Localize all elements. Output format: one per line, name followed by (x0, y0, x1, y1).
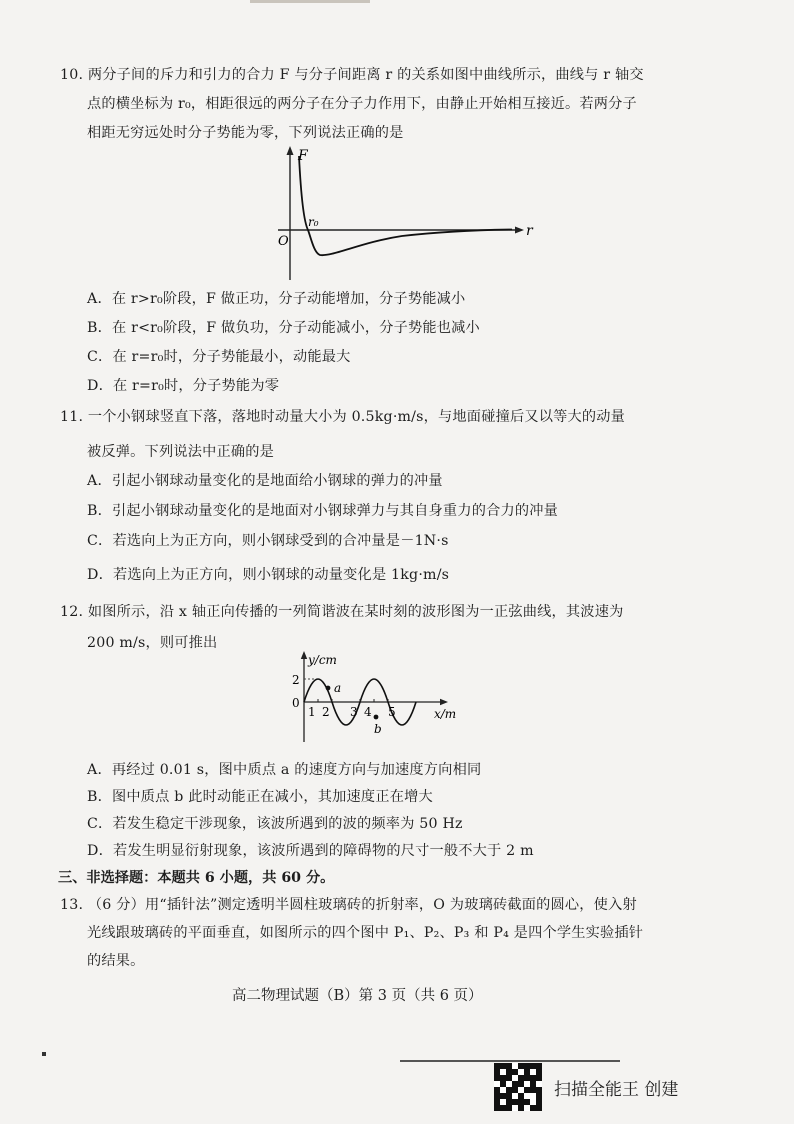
question-number: 10. (60, 67, 84, 83)
r-axis-label: r (526, 223, 533, 239)
page-footer: 高二物理试题（B）第 3 页（共 6 页） (232, 988, 483, 1004)
q13-line-1 (60, 894, 637, 914)
scan-artifact (42, 1052, 46, 1056)
section-heading: 三、非选择题：本题共 6 小题，共 60 分。 (58, 870, 335, 886)
point-a (326, 686, 331, 691)
q10-stem-3: 相距无穷远处时分子势能为零，下列说法正确的是 (87, 125, 404, 141)
q13-stem-3: 的结果。 (87, 953, 145, 969)
q12-stem-1: 如图所示，沿 x 轴正向传播的一列简谐波在某时刻的波形图为一正弦曲线，其波速为 (87, 604, 624, 620)
x-tick-label: 4 (364, 705, 372, 719)
scan-artifact (250, 0, 370, 3)
q10-option-b: B．在 r<r₀阶段，F 做负功，分子动能减小，分子势能也减小 (87, 320, 480, 336)
q12-option-a: A．再经过 0.01 s，图中质点 a 的速度方向与加速度方向相同 (87, 762, 482, 778)
force-curve (299, 156, 512, 255)
q11-option-b: B．引起小钢球动量变化的是地面对小钢球弹力与其自身重力的合力的冲量 (87, 503, 559, 519)
r-axis-arrow (515, 227, 524, 234)
q11-stem-2: 被反弹。下列说法中正确的是 (87, 444, 275, 460)
x-tick-label: 3 (350, 705, 358, 719)
f-axis-label: F (298, 148, 308, 164)
x-tick-label: 5 (388, 705, 396, 719)
qr-code-icon (494, 1063, 542, 1111)
q11-option-d: D．若选向上为正方向，则小钢球的动量变化是 1kg·m/s (87, 567, 450, 583)
question-number: 11. (60, 409, 84, 425)
q11-line-1 (60, 406, 625, 426)
question-number: 12. (60, 604, 84, 620)
x-tick-label: 1 (308, 705, 316, 719)
force-distance-graph (272, 142, 532, 284)
q10-line-1 (60, 64, 644, 84)
r0-label: r₀ (308, 215, 319, 229)
point-b-label: b (374, 722, 382, 736)
origin-label: 0 (292, 696, 300, 710)
x-tick-label: 2 (322, 705, 330, 719)
f-axis-arrow (287, 146, 294, 155)
scanner-label: 扫描全能王 创建 (554, 1079, 679, 1100)
scanner-watermark (494, 1062, 678, 1112)
q10-stem-1: 两分子间的斥力和引力的合力 F 与分子间距离 r 的关系如图中曲线所示，曲线与 r 轴交 (87, 67, 644, 83)
q12-option-d: D．若发生明显衍射现象，该波所遇到的障碍物的尺寸一般不大于 2 m (87, 843, 534, 859)
q11-option-a: A．引起小钢球动量变化的是地面给小钢球的弹力的冲量 (87, 473, 443, 489)
q10-stem-2: 点的横坐标为 r₀，相距很远的两分子在分子力作用下，由静止开始相互接近。若两分子 (87, 96, 637, 112)
q12-line-1 (60, 601, 623, 621)
y-tick-label: 2 (292, 673, 300, 687)
y-axis-label: y/cm (308, 653, 337, 667)
x-axis-label: x/m (434, 707, 457, 721)
origin-label: O (278, 234, 289, 249)
q10-option-d: D．在 r=r₀时，分子势能为零 (87, 378, 280, 394)
wave-graph (284, 648, 474, 746)
q10-option-c: C．在 r=r₀时，分子势能最小，动能最大 (87, 349, 351, 365)
question-number: 13. (60, 897, 84, 913)
point-a-label: a (334, 681, 342, 695)
q12-option-b: B．图中质点 b 此时动能正在减小，其加速度正在增大 (87, 789, 433, 805)
q11-stem-1: 一个小钢球竖直下落，落地时动量大小为 0.5kg·m/s，与地面碰撞后又以等大的动量 (87, 409, 626, 425)
q13-stem-1: （6 分）用“插针法”测定透明半圆柱玻璃砖的折射率，O 为玻璃砖截面的圆心，使入射 (87, 897, 637, 913)
q11-option-c: C．若选向上为正方向，则小钢球受到的合冲量是－1N·s (87, 533, 449, 549)
q12-option-c: C．若发生稳定干涉现象，该波所遇到的波的频率为 50 Hz (87, 816, 463, 832)
q12-stem-2: 200 m/s，则可推出 (87, 635, 218, 651)
x-axis-arrow (440, 699, 448, 705)
point-b (374, 715, 379, 720)
q10-option-a: A．在 r>r₀阶段，F 做正功，分子动能增加，分子势能减小 (87, 291, 466, 307)
y-axis-arrow (301, 651, 307, 659)
q13-stem-2: 光线跟玻璃砖的平面垂直，如图所示的四个图中 P₁、P₂、P₃ 和 P₄ 是四个学生实验插针 (87, 925, 644, 941)
